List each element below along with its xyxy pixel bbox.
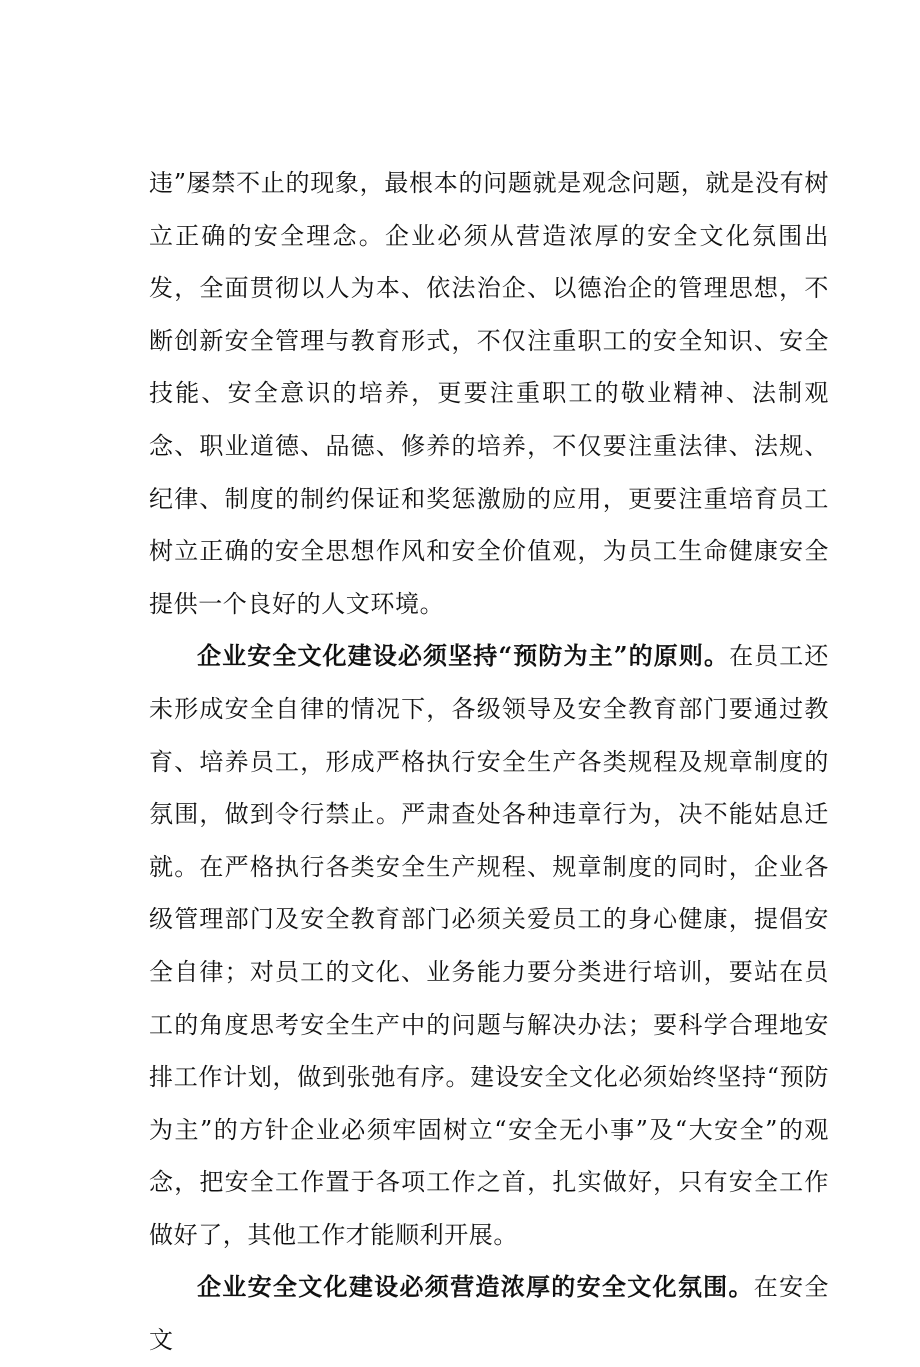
document-body [149,157,829,1367]
paragraph-heading: 企业安全文化建设必须营造浓厚的安全文化氛围。 [197,1272,754,1302]
paragraph-text: 违”屡禁不止的现象，最根本的问题就是观念问题，就是没有树立正确的安全理念。企业必须从营造浓厚的安全文化氛围出发，全面贯彻以人为本、依法治企、以德治企的管理思想，不断创新安全管理与教育形式，不仅注重职工的安全知识、安全技能、安全意识的培养，更要注重职工的敬业精神、法制观念、职业道德、品德、修养的培养，不仅要注重法律、法规、纪律、制度的制约保证和奖惩激励的应用，更要注重培育员工树立正确的安全思想作风和安全价值观，为员工生命健康安全提供一个良好的人文环境。 [149,169,829,618]
paragraph-continuation [149,157,829,630]
paragraph-text: 在员工还未形成安全自律的情况下，各级领导及安全教育部门要通过教育、培养员工，形成严格执行安全生产各类规程及规章制度的氛围，做到令行禁止。严肃查处各种违章行为，决不能姑息迁就。在严格执行各类安全生产规程、规章制度的同时，企业各级管理部门及安全教育部门必须关爱员工的身心健康，提倡安全自律；对员工的文化、业务能力要分类进行培训，要站在员工的角度思考安全生产中的问题与解决办法；要科学合理地安排工作计划，做到张弛有序。建设安全文化必须始终坚持“预防为主”的方针企业必须牢固树立“安全无小事”及“大安全”的观念，把安全工作置于各项工作之首，扎实做好，只有安全工作做好了，其他工作才能顺利开展。 [149,642,829,1249]
paragraph-heading: 企业安全文化建设必须坚持“预防为主”的原则。 [197,641,730,671]
paragraph-text: 在安全文 [149,1273,829,1355]
paragraph-prevention-principle [149,630,829,1261]
paragraph-safety-atmosphere [149,1261,829,1366]
